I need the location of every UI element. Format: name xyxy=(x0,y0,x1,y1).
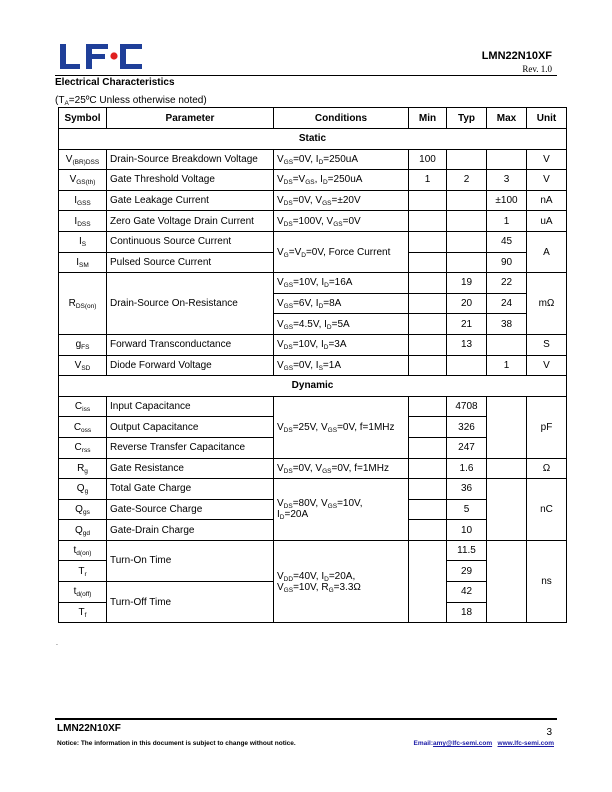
typ-cell: 18 xyxy=(447,602,487,623)
col-header-parameter: Parameter xyxy=(107,108,274,129)
table-row xyxy=(59,479,567,500)
unit-cell: V xyxy=(527,149,567,170)
parameter-cell: Gate Leakage Current xyxy=(107,190,274,211)
section-title: Electrical Characteristics xyxy=(55,77,175,88)
parameter-cell: Gate-Source Charge xyxy=(107,499,274,520)
col-header-typ: Typ xyxy=(447,108,487,129)
max-cell xyxy=(487,149,527,170)
max-cell: 90 xyxy=(487,252,527,273)
footer-contact xyxy=(414,740,555,747)
min-cell xyxy=(409,437,447,458)
header-rule xyxy=(55,75,557,76)
parameter-cell: Turn-On Time xyxy=(107,540,274,581)
typ-cell: 19 xyxy=(447,273,487,294)
symbol-cell: $T_f$ xyxy=(59,602,107,623)
typ-cell: 5 xyxy=(447,499,487,520)
symbol-cell: $R_{DS(on)}$ xyxy=(59,273,107,335)
symbol-cell: $V_{GS(th)}$ xyxy=(59,170,107,191)
footer-rule xyxy=(55,718,557,720)
parameter-cell: Output Capacitance xyxy=(107,417,274,438)
min-cell xyxy=(409,540,447,622)
typ-cell xyxy=(447,231,487,252)
symbol-cell: $C_{rss}$ xyxy=(59,437,107,458)
max-cell: 45 xyxy=(487,231,527,252)
max-cell xyxy=(487,479,527,541)
parameter-cell: Gate Resistance xyxy=(107,458,274,479)
conditions-cell: $V_{GS}=6V$, $I_D=8A$ xyxy=(274,293,409,314)
conditions-cell: $V_{GS}=10V$, $I_D=16A$ xyxy=(274,273,409,294)
min-cell xyxy=(409,252,447,273)
conditions-cell: $V_{DS}=V_{GS}$, $I_D=250uA$ xyxy=(274,170,409,191)
symbol-cell: $I_{SM}$ xyxy=(59,252,107,273)
symbol-cell: $T_r$ xyxy=(59,561,107,582)
test-condition-note: ($T_A=25ºC$ Unless otherwise noted) xyxy=(55,95,207,107)
min-cell xyxy=(409,190,447,211)
max-cell: 38 xyxy=(487,314,527,335)
min-cell xyxy=(409,231,447,252)
conditions-cell: $V_{DS}=0V$, $V_{GS}=0V$, f=1MHz xyxy=(274,458,409,479)
conditions-cell: $V_{DS}=10V$, $I_D=3A$ xyxy=(274,334,409,355)
symbol-cell: $Q_{gs}$ xyxy=(59,499,107,520)
conditions-cell: $V_{DS}=80V$, $V_{GS}=10V$, $I_D=20A$ xyxy=(274,479,409,541)
max-cell xyxy=(487,540,527,622)
conditions-cell: $V_G=V_D=0V$, Force Current xyxy=(274,231,409,272)
section-row-static xyxy=(59,129,567,150)
table-row xyxy=(59,170,567,191)
email-label: Email: xyxy=(413,740,434,747)
symbol-cell: $C_{iss}$ xyxy=(59,396,107,417)
parameter-cell: Continuous Source Current xyxy=(107,231,274,252)
min-cell xyxy=(409,520,447,541)
unit-cell: nC xyxy=(527,479,567,541)
electrical-characteristics-table xyxy=(58,107,567,623)
parameter-cell: Forward Transconductance xyxy=(107,334,274,355)
min-cell: 1 xyxy=(409,170,447,191)
conditions-cell: $V_{DS}=0V$, $V_{GS}=\pm 20V$ xyxy=(274,190,409,211)
parameter-cell: Total Gate Charge xyxy=(107,479,274,500)
section-dynamic-label: Dynamic xyxy=(59,376,567,397)
min-cell xyxy=(409,211,447,232)
header-part-number: LMN22N10XF xyxy=(481,50,552,62)
max-cell xyxy=(487,334,527,355)
email-link[interactable]: amy@lfc-semi.com xyxy=(433,740,493,747)
typ-cell xyxy=(447,252,487,273)
max-cell: 24 xyxy=(487,293,527,314)
table-row xyxy=(59,334,567,355)
min-cell xyxy=(409,479,447,500)
max-cell xyxy=(487,458,527,479)
symbol-cell: $I_{DSS}$ xyxy=(59,211,107,232)
typ-cell: 1.6 xyxy=(447,458,487,479)
min-cell xyxy=(409,314,447,335)
parameter-cell: Zero Gate Voltage Drain Current xyxy=(107,211,274,232)
table-row xyxy=(59,355,567,376)
max-cell: 22 xyxy=(487,273,527,294)
min-cell xyxy=(409,458,447,479)
stray-dot: . xyxy=(56,640,58,647)
symbol-cell: $V_{SD}$ xyxy=(59,355,107,376)
min-cell xyxy=(409,355,447,376)
parameter-cell: Diode Forward Voltage xyxy=(107,355,274,376)
typ-cell: 4708 xyxy=(447,396,487,417)
typ-cell xyxy=(447,149,487,170)
conditions-cell: $V_{DS}=100V$, $V_{GS}=0V$ xyxy=(274,211,409,232)
parameter-cell: Drain-Source Breakdown Voltage xyxy=(107,149,274,170)
unit-cell: V xyxy=(527,355,567,376)
max-cell: 3 xyxy=(487,170,527,191)
parameter-cell: Reverse Transfer Capacitance xyxy=(107,437,274,458)
min-cell: 100 xyxy=(409,149,447,170)
section-static-label: Static xyxy=(59,129,567,150)
typ-cell: 326 xyxy=(447,417,487,438)
website-link[interactable]: www.lfc-semi.com xyxy=(497,740,554,747)
typ-cell: 2 xyxy=(447,170,487,191)
min-cell xyxy=(409,396,447,417)
unit-cell: A xyxy=(527,231,567,272)
parameter-cell: Gate-Drain Charge xyxy=(107,520,274,541)
footer-part-number: LMN22N10XF xyxy=(57,723,121,734)
min-cell xyxy=(409,273,447,294)
conditions-cell: $V_{DD}=40V$, $I_D=20A$, $V_{GS}=10V$, $R_G=3.3\Omega$ xyxy=(274,540,409,622)
table-row xyxy=(59,396,567,417)
table-row xyxy=(59,190,567,211)
table-row xyxy=(59,273,567,294)
unit-cell: uA xyxy=(527,211,567,232)
symbol-cell: $t_{d(off)}$ xyxy=(59,582,107,603)
max-cell xyxy=(487,396,527,458)
symbol-cell: $I_{GSS}$ xyxy=(59,190,107,211)
typ-cell: 247 xyxy=(447,437,487,458)
symbol-cell: $Q_{gd}$ xyxy=(59,520,107,541)
table-row xyxy=(59,149,567,170)
col-header-symbol: Symbol xyxy=(59,108,107,129)
parameter-cell: Pulsed Source Current xyxy=(107,252,274,273)
unit-cell: S xyxy=(527,334,567,355)
unit-cell: ns xyxy=(527,540,567,622)
symbol-cell: $I_S$ xyxy=(59,231,107,252)
max-cell: 1 xyxy=(487,355,527,376)
unit-cell: nA xyxy=(527,190,567,211)
max-cell: ±100 xyxy=(487,190,527,211)
max-cell: 1 xyxy=(487,211,527,232)
footer-notice: Notice: The information in this document is subject to change without notice. xyxy=(57,740,296,747)
conditions-cell: $V_{GS}=4.5V$, $I_D=5A$ xyxy=(274,314,409,335)
typ-cell xyxy=(447,355,487,376)
min-cell xyxy=(409,499,447,520)
typ-cell: 36 xyxy=(447,479,487,500)
unit-cell: pF xyxy=(527,396,567,458)
min-cell xyxy=(409,293,447,314)
typ-cell: 29 xyxy=(447,561,487,582)
table-row xyxy=(59,540,567,561)
col-header-max: Max xyxy=(487,108,527,129)
unit-cell: mΩ xyxy=(527,273,567,335)
min-cell xyxy=(409,417,447,438)
symbol-cell: $R_g$ xyxy=(59,458,107,479)
unit-cell: Ω xyxy=(527,458,567,479)
conditions-cell: $V_{GS}=0V$, $I_D=250uA$ xyxy=(274,149,409,170)
conditions-cell: $V_{GS}=0V$, $I_S=1A$ xyxy=(274,355,409,376)
symbol-cell: $V_{(BR)DSS}$ xyxy=(59,149,107,170)
parameter-cell: Input Capacitance xyxy=(107,396,274,417)
conditions-cell: $V_{DS}=25V$, $V_{GS}=0V$, f=1MHz xyxy=(274,396,409,458)
parameter-cell: Gate Threshold Voltage xyxy=(107,170,274,191)
revision: Rev. 1.0 xyxy=(522,64,552,74)
symbol-cell: $C_{oss}$ xyxy=(59,417,107,438)
unit-cell: V xyxy=(527,170,567,191)
typ-cell: 10 xyxy=(447,520,487,541)
section-row-dynamic xyxy=(59,376,567,397)
symbol-cell: $Q_g$ xyxy=(59,479,107,500)
typ-cell xyxy=(447,211,487,232)
symbol-cell: $t_{d(on)}$ xyxy=(59,540,107,561)
typ-cell: 13 xyxy=(447,334,487,355)
typ-cell: 42 xyxy=(447,582,487,603)
lfc-logo xyxy=(58,42,144,70)
col-header-conditions: Conditions xyxy=(274,108,409,129)
page-number: 3 xyxy=(546,727,552,738)
typ-cell: 11.5 xyxy=(447,540,487,561)
typ-cell xyxy=(447,190,487,211)
table-row xyxy=(59,231,567,252)
parameter-cell: Turn-Off Time xyxy=(107,582,274,623)
table-header-row xyxy=(59,108,567,129)
table-row xyxy=(59,458,567,479)
min-cell xyxy=(409,334,447,355)
parameter-cell: Drain-Source On-Resistance xyxy=(107,273,274,335)
typ-cell: 20 xyxy=(447,293,487,314)
symbol-cell: $g_{FS}$ xyxy=(59,334,107,355)
col-header-min: Min xyxy=(409,108,447,129)
table-row xyxy=(59,211,567,232)
col-header-unit: Unit xyxy=(527,108,567,129)
typ-cell: 21 xyxy=(447,314,487,335)
